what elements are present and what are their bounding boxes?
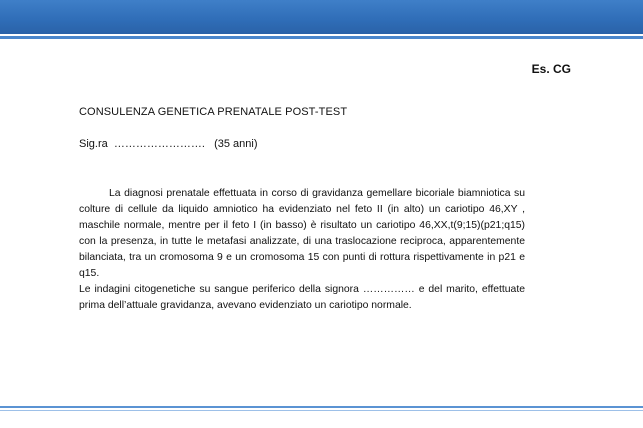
footer-divider-thin <box>0 410 643 411</box>
document-body <box>79 186 525 314</box>
header-divider <box>0 36 643 39</box>
patient-line: Sig.ra ……………………. (35 anni) <box>79 138 258 150</box>
header-band <box>0 0 643 34</box>
footer-divider <box>0 406 643 408</box>
exercise-label: Es. CG <box>531 62 571 76</box>
paragraph-parents-karyotype: Le indagini citogenetiche su sangue periferico della signora …………… e del marito, effettuate prima dell’attuale gravidanza, avevano evidenziato un cariotipo normale. <box>79 284 525 311</box>
document-title: CONSULENZA GENETICA PRENATALE POST-TEST <box>79 106 348 118</box>
paragraph-diagnosis: La diagnosi prenatale effettuata in corso di gravidanza gemellare bicoriale biamniotica su colture di cellule da liquido amniotico ha evidenziato nel feto II (in alto) un cariotipo 46,XY , maschile normale, mentre per il feto I (in basso) è risultato un cariotipo 46,XX,t(9;15)(p21;q15) con la presenza, in tutte le metafasi analizzate, di una traslocazione reciproca, apparentemente bilanciata, tra un cromosoma 9 e un cromosoma 15 con punti di rottura rispettivamente in p21 e q15. <box>79 188 525 279</box>
